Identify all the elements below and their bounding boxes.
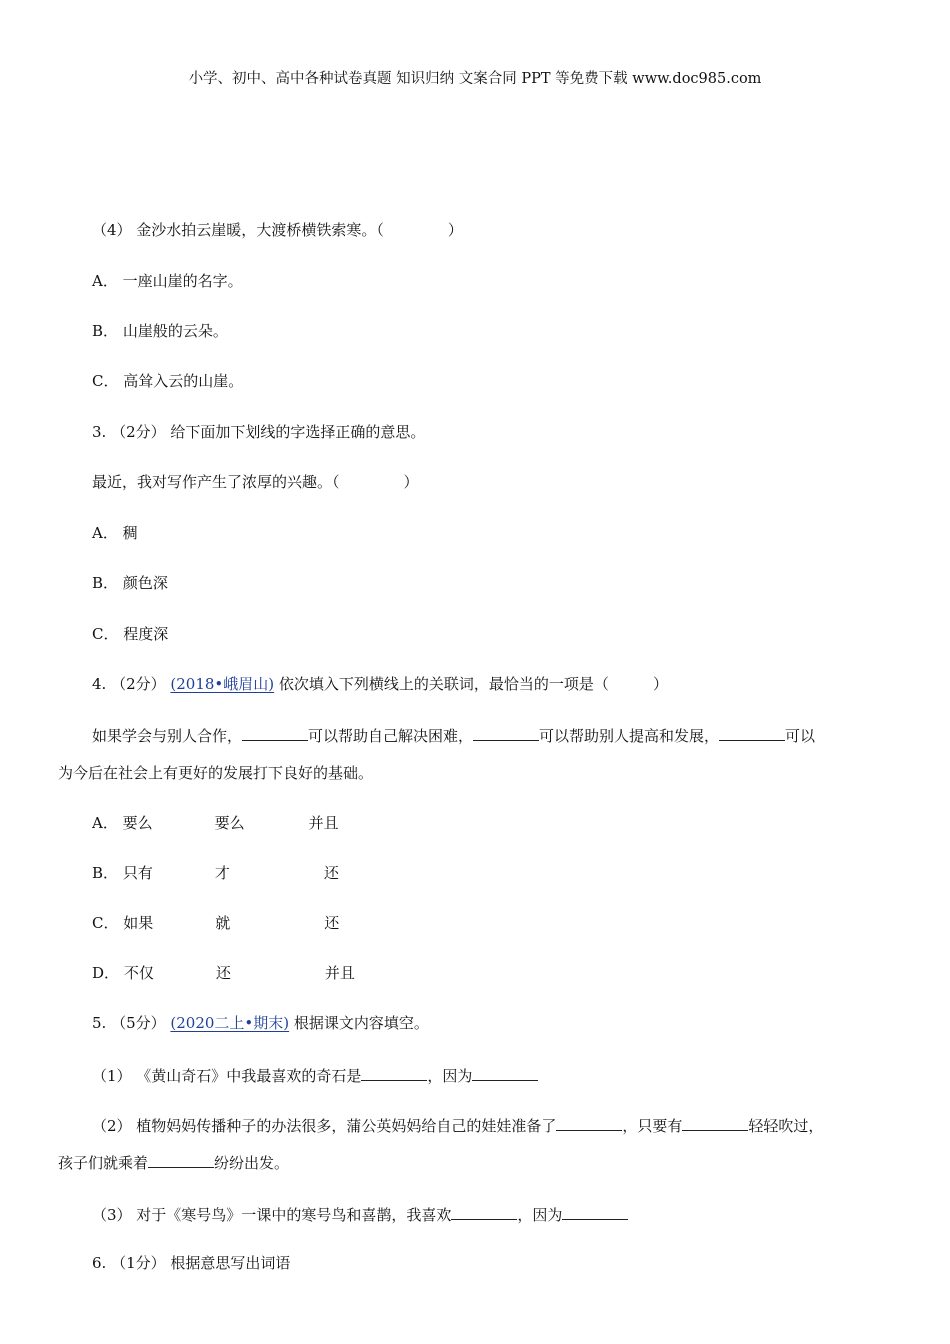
option-a bbox=[92, 271, 243, 291]
sub-text: 孩子们就乘着 bbox=[58, 1154, 149, 1172]
close-paren: ） bbox=[403, 473, 419, 491]
question-stem-text: （4） 金沙水拍云崖暖，大渡桥横铁索寒。（ bbox=[92, 221, 384, 239]
option-c bbox=[92, 371, 243, 391]
option-label: D． bbox=[92, 964, 120, 982]
option-label: C． bbox=[92, 914, 119, 932]
option-a bbox=[92, 813, 339, 833]
option-word-2: 就 bbox=[215, 914, 231, 932]
option-word-3: 并且 bbox=[308, 814, 339, 832]
answer-blank[interactable] bbox=[556, 1115, 622, 1131]
answer-blank[interactable] bbox=[682, 1115, 748, 1131]
question-5-sub-1 bbox=[92, 1065, 538, 1086]
option-label: A． bbox=[92, 524, 118, 542]
sub-text: （1） 《黄山奇石》中我最喜欢的奇石是 bbox=[92, 1067, 362, 1085]
option-text: 一座山崖的名字。 bbox=[122, 272, 243, 290]
sub-text: ，只要有 bbox=[622, 1117, 683, 1135]
option-label: A． bbox=[92, 272, 118, 290]
answer-blank[interactable] bbox=[562, 1204, 628, 1220]
question-5-sub-3 bbox=[92, 1204, 628, 1225]
question-4-passage-line-2: 为今后在社会上有更好的发展打下良好的基础。 bbox=[58, 764, 374, 782]
source-link[interactable]: (2020二上•期末) bbox=[170, 1014, 290, 1032]
option-text: 颜色深 bbox=[122, 574, 168, 592]
passage-text: 可以帮助自己解决困难， bbox=[308, 727, 474, 745]
sub-text: （2） 植物妈妈传播种子的办法很多，蒲公英妈妈给自己的娃娃准备了 bbox=[92, 1117, 557, 1135]
option-c bbox=[92, 624, 168, 644]
option-c bbox=[92, 913, 339, 933]
sentence-text: 最近，我对写作产生了浓厚的兴趣。（ bbox=[92, 473, 340, 491]
option-text: 程度深 bbox=[123, 625, 169, 643]
option-label: A． bbox=[92, 814, 118, 832]
question-prompt: 根据课文内容填空。 bbox=[293, 1014, 429, 1032]
option-word-2: 还 bbox=[215, 964, 231, 982]
question-number: 5. （5分） bbox=[92, 1014, 166, 1032]
passage-text: 可以帮助别人提高和发展， bbox=[539, 727, 720, 745]
question-3-sentence bbox=[92, 472, 419, 492]
question-5-heading bbox=[92, 1013, 429, 1033]
close-paren: ） bbox=[652, 675, 668, 693]
source-link[interactable]: (2018•峨眉山) bbox=[170, 675, 275, 693]
answer-blank[interactable] bbox=[148, 1152, 214, 1168]
question-4-passage-line-1 bbox=[92, 725, 815, 746]
sub-text: 纷纷出发。 bbox=[214, 1154, 290, 1172]
passage-text: 可以 bbox=[785, 727, 816, 745]
answer-blank[interactable] bbox=[451, 1204, 517, 1220]
option-label: B． bbox=[92, 322, 119, 340]
answer-blank[interactable] bbox=[719, 725, 785, 741]
option-word-2: 要么 bbox=[214, 814, 245, 832]
answer-blank[interactable] bbox=[361, 1065, 427, 1081]
answer-blank[interactable] bbox=[472, 1065, 538, 1081]
sub-text: ，因为 bbox=[517, 1206, 563, 1224]
option-word-1: 要么 bbox=[122, 814, 153, 832]
option-text: 高耸入云的山崖。 bbox=[123, 372, 244, 390]
page-header: 小学、初中、高中各种试卷真题 知识归纳 文案合同 PPT 等免费下载 www.doc985.com bbox=[188, 71, 762, 87]
question-4-heading bbox=[92, 674, 668, 694]
option-a bbox=[92, 523, 138, 543]
option-label: C． bbox=[92, 372, 119, 390]
question-5-sub-2-cont bbox=[58, 1152, 289, 1173]
option-b bbox=[92, 321, 228, 341]
passage-text: 如果学会与别人合作， bbox=[92, 727, 243, 745]
option-text: 山崖般的云朵。 bbox=[122, 322, 228, 340]
option-d bbox=[92, 963, 355, 983]
option-label: B． bbox=[92, 574, 119, 592]
question-number: 4. （2分） bbox=[92, 675, 166, 693]
sub-text: 轻轻吹过， bbox=[748, 1117, 824, 1135]
option-word-1: 如果 bbox=[123, 914, 154, 932]
option-text: 稠 bbox=[122, 524, 138, 542]
option-word-2: 才 bbox=[214, 864, 230, 882]
option-label: C． bbox=[92, 625, 119, 643]
question-3-heading: 3. （2分） 给下面加下划线的字选择正确的意思。 bbox=[92, 423, 426, 441]
answer-blank[interactable] bbox=[242, 725, 308, 741]
close-paren: ） bbox=[447, 221, 463, 239]
sub-text: ，因为 bbox=[427, 1067, 473, 1085]
option-word-1: 不仅 bbox=[123, 964, 154, 982]
option-word-3: 还 bbox=[323, 864, 339, 882]
sub-text: （3） 对于《寒号鸟》一课中的寒号鸟和喜鹊，我喜欢 bbox=[92, 1206, 452, 1224]
option-word-3: 还 bbox=[324, 914, 340, 932]
answer-blank[interactable] bbox=[473, 725, 539, 741]
question-5-sub-2 bbox=[92, 1115, 823, 1136]
option-label: B． bbox=[92, 864, 119, 882]
question-6-heading: 6. （1分） 根据意思写出词语 bbox=[92, 1254, 291, 1272]
option-word-1: 只有 bbox=[122, 864, 153, 882]
question-2-4-stem bbox=[92, 220, 463, 240]
option-word-3: 并且 bbox=[324, 964, 355, 982]
option-b bbox=[92, 573, 168, 593]
option-b bbox=[92, 863, 339, 883]
question-prompt: 依次填入下列横线上的关联词，最恰当的一项是（ bbox=[278, 675, 609, 693]
